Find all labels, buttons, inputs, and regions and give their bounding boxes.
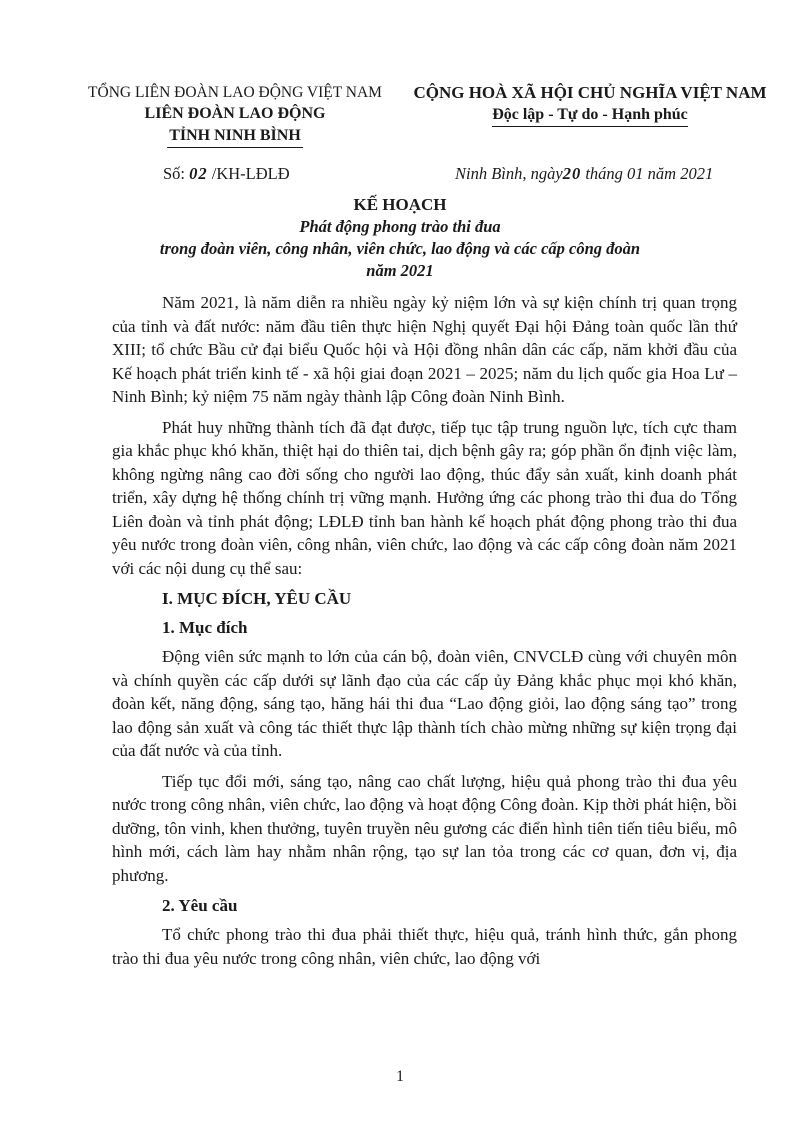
document-date (455, 164, 713, 184)
subsection-heading-purpose: 1. Mục đích (162, 618, 248, 637)
parent-organization: TỔNG LIÊN ĐOÀN LAO ĐỘNG VIỆT NAM (88, 84, 382, 101)
document-number (163, 164, 290, 184)
paragraph-purpose-1: Động viên sức mạnh to lớn của cán bộ, đoàn viên, CNVCLĐ cùng với chuyên môn và chính quyền các cấp dưới sự lãnh đạo của các cấp ủy Đảng khắc phục mọi khó khăn, đoàn kết, năng động, sáng tạo, hăng hái thi đua “Lao động giỏi, lao động sáng tạo” trong lao động sản xuất và công tác thiết thực lập thành tích chào mừng những sự kiện trọng đại của đất nước và của tỉnh. (112, 647, 737, 760)
paragraph-purpose-2: Tiếp tục đổi mới, sáng tạo, nâng cao chất lượng, hiệu quả phong trào thi đua yêu nước trong công nhân, viên chức, lao động và hoạt động Công đoàn. Kịp thời phát hiện, bồi dưỡng, tôn vinh, khen thưởng, tuyên truyền nêu gương các điển hình tiên tiến tiêu biểu, mô hình mới, cách làm hay nhằm nhân rộng, tạo sự lan tỏa trong các cơ quan, đơn vị, địa phương. (112, 771, 737, 885)
date-rest: tháng 01 năm 2021 (581, 164, 714, 183)
document-body (112, 291, 737, 977)
organization-name: LIÊN ĐOÀN LAO ĐỘNG (144, 105, 326, 122)
document-number-prefix: Số: (163, 164, 190, 183)
section-heading-1: I. MỤC ĐÍCH, YÊU CẦU (162, 589, 352, 608)
paragraph-intro: Năm 2021, là năm diễn ra nhiều ngày kỷ niệm lớn và sự kiện chính trị quan trọng của tỉnh và đất nước: năm đầu tiên thực hiện Nghị quyết Đại hội Đảng toàn quốc lần thứ XIII; tổ chức Bầu cử đại biểu Quốc hội và Hội đồng nhân dân các cấp, năm khởi đầu của Kế hoạch phát triển kinh tế - xã hội giai đoạn 2021 – 2025; năm du lịch quốc gia Hoa Lư – Ninh Bình; kỷ niệm 75 năm ngày thành lập Công đoàn Ninh Bình. (112, 293, 737, 406)
document-number-handwritten: 02 (189, 164, 208, 183)
document-subtitle-line1: Phát động phong trào thi đua (299, 217, 501, 236)
paragraph-context: Phát huy những thành tích đã đạt được, tiếp tục tập trung nguồn lực, tích cực tham gia khắc phục khó khăn, thiệt hại do thiên tai, dịch bệnh gây ra; góp phần ổn định việc làm, không ngừng nâng cao đời sống cho người lao động, thúc đẩy sản xuất, kinh doanh phát triển, xây dựng hệ thống chính trị vững mạnh. Hưởng ứng các phong trào thi đua do Tổng Liên đoàn và tỉnh phát động; LĐLĐ tỉnh ban hành kế hoạch phát động phong trào thi đua yêu nước trong đoàn viên, công nhân, viên chức, lao động và các cấp công đoàn năm 2021 với các nội dung cụ thể sau: (112, 417, 737, 578)
organization-province: TỈNH NINH BÌNH (167, 125, 303, 148)
document-header (0, 82, 800, 154)
date-day-handwritten: 20 (562, 164, 582, 183)
nation-name: CỘNG HOÀ XÃ HỘI CHỦ NGHĨA VIỆT NAM (413, 83, 767, 102)
document-title-block (0, 194, 800, 282)
subsection-heading-requirements: 2. Yêu cầu (162, 896, 238, 915)
document-subtitle-line3: năm 2021 (366, 261, 434, 280)
national-motto: Độc lập - Tự do - Hạnh phúc (492, 104, 688, 127)
document-number-suffix: /KH-LĐLĐ (207, 164, 290, 183)
issuing-organization (80, 82, 390, 148)
document-title: KẾ HOẠCH (353, 195, 447, 214)
national-heading (400, 82, 780, 127)
document-subtitle-line2: trong đoàn viên, công nhân, viên chức, lao động và các cấp công đoàn (159, 239, 641, 258)
page-number: 1 (396, 1068, 404, 1085)
date-prefix: Ninh Bình, ngày (455, 164, 563, 183)
paragraph-requirements: Tổ chức phong trào thi đua phải thiết thực, hiệu quả, tránh hình thức, gắn phong trào thi đua yêu nước trong công nhân, viên chức, lao động với (112, 925, 737, 968)
